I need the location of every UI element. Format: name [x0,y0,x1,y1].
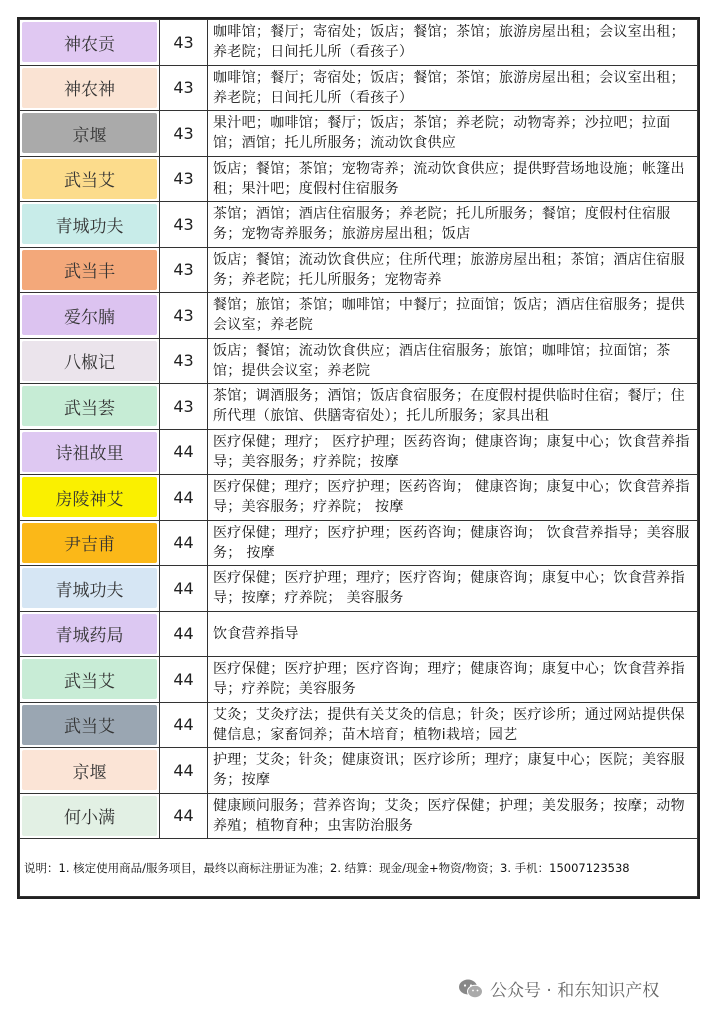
note-row [20,839,698,897]
services-list: 饮食营养指导 [208,611,698,657]
trademark-table-wrapper [17,17,700,899]
trademark-name-cell [20,793,160,839]
services-list: 果汁吧；咖啡馆；餐厅；饭店；茶馆；养老院；动物寄养；沙拉吧；拉面馆；酒馆；托儿所服务；流动饮食供应 [208,111,698,157]
trademark-name: 京堰 [22,113,157,153]
services-list: 咖啡馆；餐厅；寄宿处；饭店；餐馆；茶馆；旅游房屋出租；会议室出租；养老院；日间托儿所（看孩子） [208,65,698,111]
trademark-name: 武当丰 [22,250,157,290]
table-row [20,247,698,293]
services-list: 健康顾问服务；营养咨询；艾灸；医疗保健；护理；美发服务；按摩；动物养殖；植物育种；虫害防治服务 [208,793,698,839]
class-number: 43 [160,20,208,66]
trademark-name-cell [20,65,160,111]
trademark-table-body [20,20,698,839]
class-number: 43 [160,111,208,157]
trademark-name-cell [20,702,160,748]
trademark-name-cell [20,293,160,339]
services-list: 医疗保健；理疗； 医疗护理；医药咨询；健康咨询；康复中心；饮食营养指导；美容服务；疗养院；按摩 [208,429,698,475]
trademark-name: 爱尔腩 [22,295,157,335]
class-number: 44 [160,748,208,794]
trademark-name: 房陵神艾 [22,477,157,517]
trademark-name-cell [20,156,160,202]
services-list: 茶馆；调酒服务；酒馆；饭店食宿服务；在度假村提供临时住宿；餐厅；住所代理（旅馆、供膳寄宿处）；托儿所服务；家具出租 [208,384,698,430]
trademark-name: 京堰 [22,750,157,790]
class-number: 43 [160,384,208,430]
class-number: 43 [160,293,208,339]
table-row [20,611,698,657]
trademark-name: 神农贡 [22,22,157,62]
trademark-name: 诗祖故里 [22,432,157,472]
table-row [20,748,698,794]
services-list: 饭店；餐馆；流动饮食供应；酒店住宿服务；旅馆；咖啡馆；拉面馆；茶馆；提供会议室；养老院 [208,338,698,384]
wechat-icon [458,978,484,1000]
services-list: 餐馆；旅馆；茶馆；咖啡馆；中餐厅；拉面馆；饭店；酒店住宿服务；提供会议室；养老院 [208,293,698,339]
table-row [20,111,698,157]
trademark-name-cell [20,520,160,566]
trademark-name: 武当艾 [22,159,157,199]
trademark-name-cell [20,566,160,612]
trademark-name: 神农神 [22,68,157,108]
services-list: 医疗保健；医疗护理；医疗咨询；理疗；健康咨询；康复中心；饮食营养指导；疗养院；美容服务 [208,657,698,703]
table-row [20,793,698,839]
trademark-table [19,19,698,897]
trademark-name-cell [20,338,160,384]
class-number: 44 [160,429,208,475]
trademark-name-cell [20,429,160,475]
trademark-name-cell [20,384,160,430]
table-row [20,702,698,748]
class-number: 44 [160,475,208,521]
class-number: 44 [160,657,208,703]
table-row [20,20,698,66]
trademark-name-cell [20,20,160,66]
trademark-name: 尹吉甫 [22,523,157,563]
trademark-name: 青城功夫 [22,568,157,608]
class-number: 43 [160,65,208,111]
table-row [20,520,698,566]
trademark-name-cell [20,202,160,248]
services-list: 艾灸；艾灸疗法；提供有关艾灸的信息；针灸；医疗诊所；通过网站提供保健信息；家畜饲养；苗木培育；植物i栽培；园艺 [208,702,698,748]
table-row [20,338,698,384]
table-row [20,202,698,248]
services-list: 茶馆；酒馆；酒店住宿服务；养老院；托儿所服务；餐馆；度假村住宿服务；宠物寄养服务；旅游房屋出租；饭店 [208,202,698,248]
class-number: 43 [160,156,208,202]
table-row [20,657,698,703]
services-list: 咖啡馆；餐厅；寄宿处；饭店；餐馆；茶馆；旅游房屋出租；会议室出租；养老院；日间托儿所（看孩子） [208,20,698,66]
class-number: 43 [160,202,208,248]
table-row [20,475,698,521]
services-list: 医疗保健；理疗；医疗护理；医药咨询；健康咨询； 饮食营养指导；美容服务； 按摩 [208,520,698,566]
table-row [20,566,698,612]
note-text: 说明：1. 核定使用商品/服务项目，最终以商标注册证为准；2. 结算：现金/现金+物资/物资；3. 手机：15007123538 [24,860,630,875]
table-row [20,156,698,202]
trademark-name: 青城药局 [22,614,157,654]
trademark-name-cell [20,247,160,293]
note-cell [20,839,698,897]
class-number: 44 [160,520,208,566]
services-list: 护理；艾灸；针灸；健康资讯；医疗诊所；理疗；康复中心；医院；美容服务；按摩 [208,748,698,794]
class-number: 44 [160,702,208,748]
class-number: 44 [160,566,208,612]
trademark-name: 八椒记 [22,341,157,381]
class-number: 43 [160,247,208,293]
class-number: 44 [160,793,208,839]
table-row [20,65,698,111]
trademark-name-cell [20,748,160,794]
trademark-name: 武当荟 [22,386,157,426]
trademark-name: 青城功夫 [22,204,157,244]
class-number: 43 [160,338,208,384]
watermark [458,976,659,1001]
watermark-text: 公众号 · 和东知识产权 [490,981,660,1001]
trademark-name-cell [20,475,160,521]
services-list: 医疗保健；理疗；医疗护理；医药咨询； 健康咨询；康复中心；饮食营养指导；美容服务；疗养院； 按摩 [208,475,698,521]
trademark-name-cell [20,657,160,703]
table-row [20,429,698,475]
services-list: 饭店；餐馆；茶馆；宠物寄养；流动饮食供应；提供野营场地设施；帐篷出租；果汁吧；度假村住宿服务 [208,156,698,202]
services-list: 医疗保健；医疗护理；理疗；医疗咨询；健康咨询；康复中心；饮食营养指导；按摩；疗养院； 美容服务 [208,566,698,612]
trademark-name: 何小满 [22,796,157,836]
trademark-name: 武当艾 [22,659,157,699]
services-list: 饭店；餐馆；流动饮食供应；住所代理；旅游房屋出租；茶馆；酒店住宿服务；养老院；托儿所服务；宠物寄养 [208,247,698,293]
trademark-name: 武当艾 [22,705,157,745]
table-row [20,384,698,430]
trademark-name-cell [20,611,160,657]
trademark-name-cell [20,111,160,157]
class-number: 44 [160,611,208,657]
table-row [20,293,698,339]
